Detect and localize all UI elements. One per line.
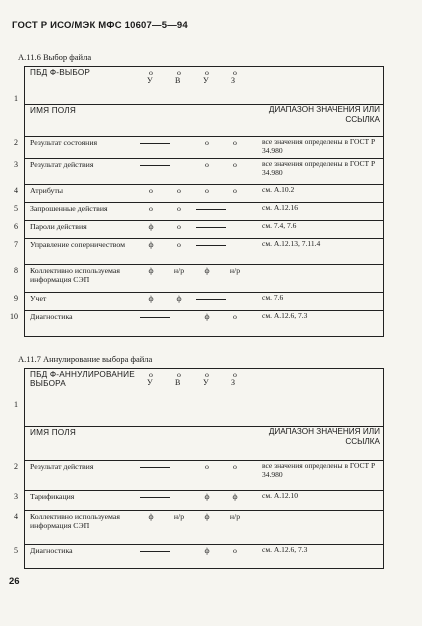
status-flag: о [233,160,237,169]
row-number: 5 [14,204,18,213]
field-reference: см. А.12.13, 7.11.4 [262,239,321,248]
field-name: ПБД Ф-АННУЛИРОВАНИЕ ВЫБОРА [30,370,135,388]
status-flag: о [233,138,237,147]
status-flag: о [205,462,209,471]
field-name: Управление соперничеством [30,240,126,249]
table-row [10,310,384,336]
field-name: Учет [30,294,47,303]
status-flag: о [233,462,237,471]
page-number: 26 [9,576,20,587]
table-row [16,510,384,544]
row-rule [24,336,384,337]
table-row [16,490,384,510]
field-name: Результат состояния [30,138,98,147]
absent-dash [196,299,226,300]
status-flag: о [177,222,181,231]
absent-dash [140,143,170,144]
column-head: У [203,76,209,85]
row-number: 5 [14,546,18,555]
row-number: 4 [14,186,18,195]
field-reference: см. А.12.6, 7.3 [262,311,308,320]
table-row [16,426,384,460]
table-row [16,66,384,104]
field-reference: см. А.12.10 [262,491,298,500]
field-name: Результат действия [30,462,94,471]
field-reference: все значения определены в ГОСТ Р 34.980 [262,137,376,155]
row-number: 2 [14,138,18,147]
field-name: ИМЯ ПОЛЯ [30,428,76,437]
table-row [16,136,384,158]
status-flag: о [205,186,209,195]
status-flag: о [205,138,209,147]
status-flag: о [149,186,153,195]
fields-table-file-deselect [16,368,384,568]
status-flag: ф [232,492,238,501]
row-number: 2 [14,462,18,471]
status-flag: ф [148,266,154,275]
table-row [16,220,384,238]
status-flag: ф [204,546,210,555]
status-flag: ф [204,512,210,521]
row-number: 10 [10,312,18,321]
row-number: 1 [14,94,18,103]
row-number: 4 [14,512,18,521]
status-flag: ф [148,222,154,231]
status-flag: ф [148,512,154,521]
absent-dash [196,245,226,246]
field-name: Коллективно используемая информация СЭП [30,266,120,284]
status-flag: о [233,68,237,77]
field-name: ИМЯ ПОЛЯ [30,106,76,115]
column-head: В [175,378,181,387]
field-name: Результат действия [30,160,94,169]
section-title: А.11.7 Аннулирование выбора файла [18,354,153,364]
field-name: Пароли действия [30,222,87,231]
absent-dash [196,227,226,228]
field-name: Диагностика [30,546,73,555]
status-flag: ф [204,312,210,321]
fields-table-file-select [10,66,384,336]
status-flag: н/р [229,266,241,275]
page-header: ГОСТ Р ИСО/МЭК МФС 10607—5—94 [12,20,188,31]
status-flag: о [177,68,181,77]
table-row [16,460,384,490]
absent-dash [196,209,226,210]
field-reference: см. А.12.6, 7.3 [262,545,308,554]
table-row [16,264,384,292]
row-number: 6 [14,222,18,231]
field-name: Атрибуты [30,186,64,195]
status-flag: о [233,186,237,195]
status-flag: о [149,68,153,77]
status-flag: ф [148,294,154,303]
row-number: 7 [14,240,18,249]
field-reference: см. 7.4, 7.6 [262,221,297,230]
table-row [16,104,384,136]
field-reference: ДИАПАЗОН ЗНАЧЕНИЯ ИЛИ ССЫЛКА [268,427,380,446]
field-name: Запрошенные действия [30,204,108,213]
field-reference: все значения определены в ГОСТ Р 34.980 [262,461,376,479]
row-number: 3 [14,492,18,501]
row-number: 1 [14,400,18,409]
row-rule [24,568,384,569]
status-flag: о [177,370,181,379]
status-flag: о [177,186,181,195]
absent-dash [140,551,170,552]
section-title: А.11.6 Выбор файла [18,52,92,62]
field-name: ПБД Ф-ВЫБОР [30,68,91,77]
field-reference: все значения определены в ГОСТ Р 34.980 [262,159,376,177]
status-flag: н/р [173,266,185,275]
status-flag: о [205,68,209,77]
row-number: 3 [14,160,18,169]
table-row [16,238,384,264]
status-flag: ф [176,294,182,303]
status-flag: ф [204,492,210,501]
absent-dash [140,497,170,498]
status-flag: н/р [229,512,241,521]
table-row [16,544,384,568]
table-row [16,368,384,426]
status-flag: о [177,240,181,249]
table-row [16,184,384,202]
field-name: Коллективно используемая информация СЭП [30,512,120,530]
status-flag: о [233,312,237,321]
row-number: 8 [14,266,18,275]
status-flag: о [177,204,181,213]
column-head: У [203,378,209,387]
status-flag: о [205,160,209,169]
row-number: 9 [14,294,18,303]
status-flag: о [149,370,153,379]
column-head: В [175,76,181,85]
status-flag: ф [148,240,154,249]
field-name: Тарификация [30,492,75,501]
absent-dash [140,165,170,166]
column-head: У [147,76,153,85]
absent-dash [140,317,170,318]
table-row [16,158,384,184]
status-flag: о [205,370,209,379]
status-flag: о [233,546,237,555]
column-head: З [231,378,236,387]
field-reference: см. А.10.2 [262,185,295,194]
status-flag: н/р [173,512,185,521]
field-reference: ДИАПАЗОН ЗНАЧЕНИЯ ИЛИ ССЫЛКА [268,105,380,124]
absent-dash [140,467,170,468]
column-head: У [147,378,153,387]
field-reference: см. 7.6 [262,293,284,302]
field-name: Диагностика [30,312,73,321]
status-flag: о [149,204,153,213]
table-row [16,292,384,310]
status-flag: о [233,370,237,379]
table-row [16,202,384,220]
column-head: З [231,76,236,85]
status-flag: ф [204,266,210,275]
field-reference: см. А.12.16 [262,203,298,212]
